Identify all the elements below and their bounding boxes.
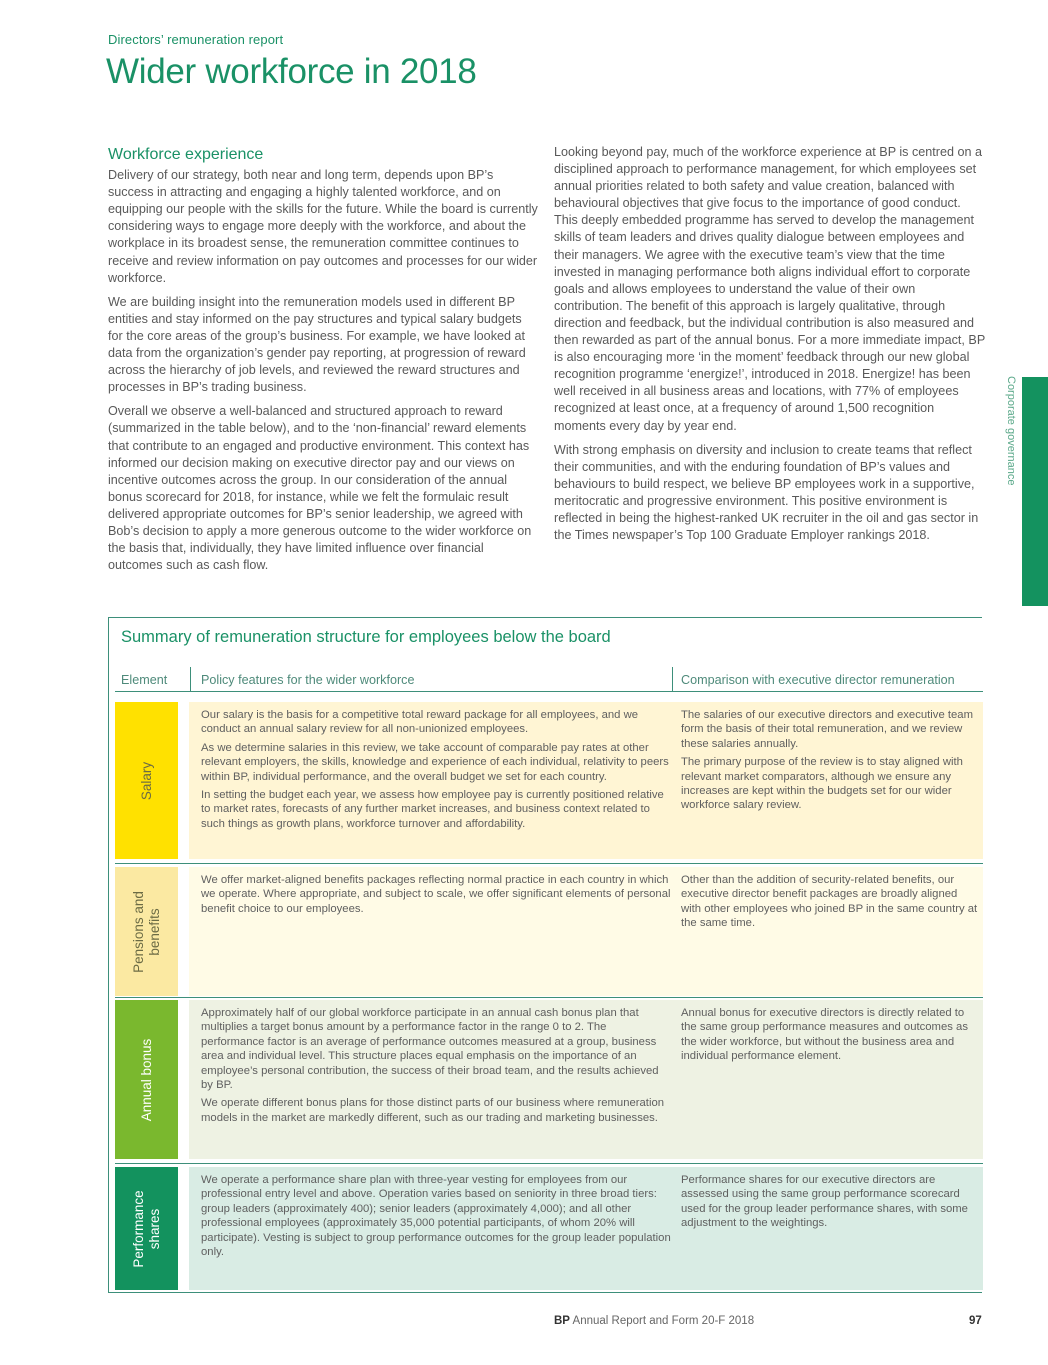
element-label-cell <box>115 867 178 996</box>
page-title: Wider workforce in 2018 <box>106 52 477 91</box>
paragraph: Looking beyond pay, much of the workforce experience at BP is centred on a disciplined approach to performance management, for which employees set annual priorities related to both safety and value creation, balanced with behavioural objectives that give focus to the importance of good conduct. This deeply embedded programme has served to develop the management skills of team leaders and drives quality dialogue between employees and their managers. We agree with the executive team’s view that the time invested in managing performance both aligns individual effort to corporate goals and allows employees to understand the value of their own contribution. The benefit of this approach is largely qualitative, through direction and feedback, but the individual contribution is also measured and then rewarded as part of the annual bonus. For a more immediate impact, BP is also encouraging more ‘in the moment’ feedback through our new global recognition programme ‘energize!’, introduced in 2018. Energize! has been well received in all business areas and locations, with 77% of employees recognized at least once, at a frequency of around 1,500 recognition moments every day by year end. <box>554 145 985 433</box>
element-label: Salary <box>138 761 154 800</box>
comparison-cell <box>681 708 979 817</box>
element-label: Annual bonus <box>138 1038 154 1121</box>
footer-title: Annual Report and Form 20-F 2018 <box>569 1315 755 1327</box>
table-title: Summary of remuneration structure for employees below the board <box>121 628 611 646</box>
section-heading: Workforce experience <box>108 146 264 163</box>
table-row-annual-bonus <box>115 1000 983 1159</box>
policy-text: We offer market-aligned benefits packages reflecting normal practice in each country in which we operate. Where appropriate, and subject to scale, we offer significant elements of personal benefit choice to our employees. <box>201 874 671 915</box>
remuneration-table <box>108 617 982 1293</box>
policy-cell <box>201 1006 671 1129</box>
element-label <box>131 1190 163 1267</box>
paragraph: Overall we observe a well-balanced and structured approach to reward (summarized in the table below), and to the ‘non-financial’ reward elements that contribute to an engaged and productive environment. This context has informed our decision making on executive director pay and our views on incentive outcomes across the group. In our consideration of the annual bonus scorecard for 2018, for instance, while we felt the formulaic result delivered appropriate outcomes for BP’s senior leadership, we agreed with Bob’s decision to apply a more generous outcome to the wider workforce on the basis that, individually, they have limited influence over financial outcomes such as cash flow. <box>108 404 532 573</box>
policy-text: As we determine salaries in this review, we take account of comparable pay rates at other relevant employers, the skills, knowledge and experience of each individual, relativity to peers within BP, individual performance, and the overall budget we set for each country. <box>201 741 669 783</box>
comparison-text: The salaries of our executive directors and executive team form the basis of their total remuneration, and we review these salaries annually. <box>681 709 973 750</box>
element-label-cell <box>115 702 178 859</box>
policy-text: In setting the budget each year, we assess how employee pay is currently positioned relative to market rates, forecasts of any further market increases, and business context related to such things as growth plans, workforce turnover and affordability. <box>201 789 664 830</box>
comparison-cell <box>681 1006 979 1068</box>
comparison-text: The primary purpose of the review is to stay aligned with relevant market comparators, although we ensure any increases are kept within the budgets set for our wider workforce salary review. <box>681 756 963 812</box>
paragraph: Delivery of our strategy, both near and long term, depends upon BP’s success in attracting and engaging a highly talented workforce, and on equipping our people with the skills for the future. While the board is currently considering ways to engage more deeply with the workforce, and about the workplace in its broadest sense, the remuneration committee continues to receive and review information on pay outcomes and processes for our wider workforce. <box>108 168 538 285</box>
policy-cell <box>201 708 671 835</box>
table-row-salary <box>115 702 983 859</box>
paragraph: With strong emphasis on diversity and inclusion to create teams that reflect their communities, and with the enduring foundation of BP’s values and behaviours to build respect, we believe BP employees work in a supportive, meritocratic and progressive environment. This positive environment is reflected in being the highest-ranked UK recruiter in the oil and gas sector in the Times newspaper’s Top 100 Graduate Employer rankings 2018. <box>554 442 979 543</box>
table-row-performance-shares <box>115 1167 983 1290</box>
table-row-pensions-benefits <box>115 867 983 996</box>
policy-text: Approximately half of our global workforce participate in an annual cash bonus plan that multiplies a target bonus amount by a performance factor in the range 0 to 2. The performance factor is an average of performance outcomes measured at a group, business area and individual level. This structure places equal emphasis on the importance of an employee’s personal contribution, the success of their broad team, and the results achieved by BP. <box>201 1007 659 1092</box>
policy-text: We operate a performance share plan with three-year vesting for employees from our professional entry level and above. Operation varies based on seniority in three broad tiers: group leaders (approximately 400); senior leaders (approximately 4,000); and all other professional employees (approximately 35,000 potential participants, of whom 20% will participate). Vesting is subject to group performance outcomes for the group leader population only. <box>201 1174 671 1259</box>
element-label-line: Pensions and <box>130 890 146 973</box>
paragraph: We are building insight into the remuneration models used in different BP entities and stay informed on the pay structures and typical salary budgets for the core areas of the group’s business. For example, we have looked at data from the organization’s gender pay reporting, at progression of reward across the hierarchy of job levels, and reviewed the reward structures and processes in BP’s trading business. <box>108 294 526 395</box>
element-label-cell <box>115 1000 178 1159</box>
policy-cell <box>201 1173 671 1263</box>
page-number: 97 <box>969 1315 982 1327</box>
row-divider <box>115 1163 983 1164</box>
policy-cell <box>201 873 671 920</box>
breadcrumb: Directors’ remuneration report <box>108 32 284 47</box>
comparison-text: Performance shares for our executive directors are assessed using the same group performance scorecard used for the group leader performance shares, with some adjustment to the weightings. <box>681 1174 968 1230</box>
right-column <box>554 144 986 551</box>
policy-text: Our salary is the basis for a competitive total reward package for all employees, and we conduct an annual salary review for all non-unionized employees. <box>201 709 639 736</box>
footer-brand: BP <box>554 1315 570 1327</box>
comparison-cell <box>681 1173 979 1235</box>
header-divider <box>672 667 673 692</box>
row-divider <box>115 997 983 998</box>
section-side-label <box>1002 376 1018 496</box>
element-label-line: shares <box>146 1208 162 1249</box>
row-divider <box>115 863 983 864</box>
table-header <box>115 667 983 692</box>
comparison-text: Other than the addition of security-related benefits, our executive director benefit packages are broadly aligned with other employees who joined BP in the same country at the same time. <box>681 874 978 930</box>
left-column <box>108 144 538 581</box>
header-policy: Policy features for the wider workforce <box>201 673 415 687</box>
side-label-text: Corporate governance <box>1005 376 1017 486</box>
row-body <box>189 1000 983 1159</box>
header-divider <box>190 667 191 692</box>
comparison-cell <box>681 873 979 935</box>
row-body <box>189 702 983 859</box>
header-comparison: Comparison with executive director remuneration <box>681 673 955 687</box>
element-label <box>131 891 163 973</box>
element-label-cell <box>115 1167 178 1290</box>
section-tab[interactable] <box>1022 377 1048 606</box>
comparison-text: Annual bonus for executive directors is directly related to the same group performance measures and outcomes as the wider workforce, but without the business area and individual performance element. <box>681 1007 968 1063</box>
element-label-line: benefits <box>146 907 162 956</box>
policy-text: We operate different bonus plans for those distinct parts of our business where remuneration models in the market are markedly different, such as our trading and marketing businesses. <box>201 1097 665 1124</box>
row-body <box>189 867 983 996</box>
header-element: Element <box>121 673 168 687</box>
row-body <box>189 1167 983 1290</box>
footer-publication <box>554 1315 754 1327</box>
element-label-line: Performance <box>130 1189 146 1268</box>
